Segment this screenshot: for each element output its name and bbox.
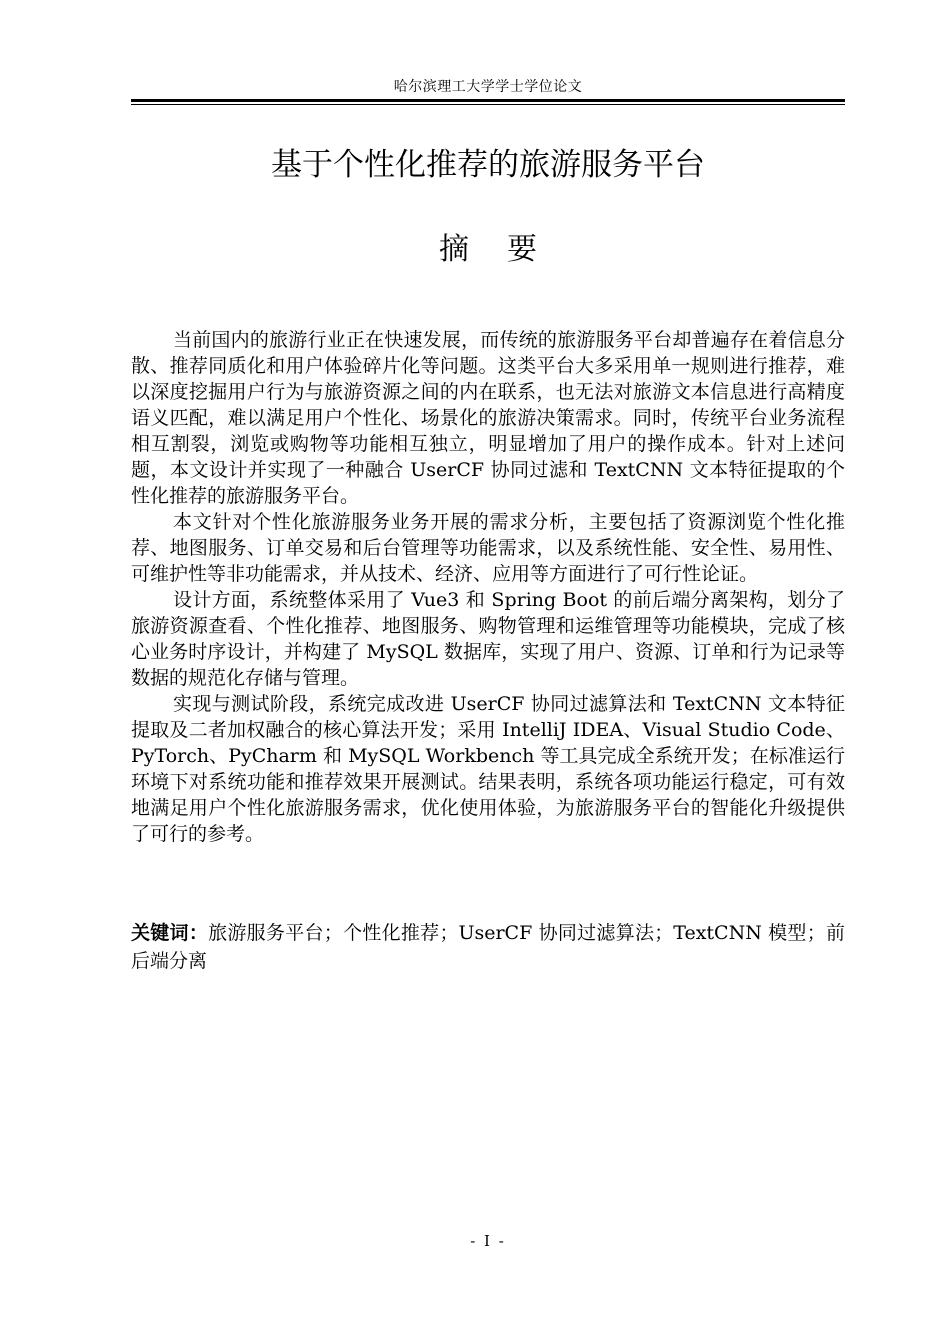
page-number: - I -: [470, 1232, 506, 1250]
abstract-paragraph-1: 当前国内的旅游行业正在快速发展，而传统的旅游服务平台却普遍存在着信息分散、推荐同质化和用户体验碎片化等问题。这类平台大多采用单一规则进行推荐，难以深度挖掘用户行为与旅游资源之间的内在联系，也无法对旅游文本信息进行高精度语义匹配，难以满足用户个性化、场景化的旅游决策需求。同时，传统平台业务流程相互割裂，浏览或购物等功能相互独立，明显增加了用户的操作成本。针对上述问题，本文设计并实现了一种融合 UserCF 协同过滤和 TextCNN 文本特征提取的个性化推荐的旅游服务平台。: [131, 329, 845, 507]
header-rule-thin: [131, 104, 845, 105]
keywords-label: 关键词：: [131, 922, 209, 944]
header-rule-thick: [131, 99, 845, 102]
keywords-text: 旅游服务平台；个性化推荐；UserCF 协同过滤算法；TextCNN 模型；前后端分离: [131, 922, 845, 972]
abstract-body: [131, 327, 845, 847]
keywords-line: [131, 919, 845, 975]
thesis-title: 基于个性化推荐的旅游服务平台: [271, 147, 705, 183]
abstract-paragraph-4: 实现与测试阶段，系统完成改进 UserCF 协同过滤算法和 TextCNN 文本特征提取及二者加权融合的核心算法开发；采用 IntelliJ IDEA、Visual Studio Code、PyTorch、PyCharm 和 MySQL Workbench 等工具完成全系统开发；在标准运行环境下对系统功能和推荐效果开展测试。结果表明，系统各项功能运行稳定，可有效地满足用户个性化旅游服务需求，优化使用体验，为旅游服务平台的智能化升级提供了可行的参考。: [131, 693, 845, 845]
abstract-paragraph-2: 本文针对个性化旅游服务业务开展的需求分析，主要包括了资源浏览个性化推荐、地图服务、订单交易和后台管理等功能需求，以及系统性能、安全性、易用性、可维护性等非功能需求，并从技术、经济、应用等方面进行了可行性论证。: [131, 511, 845, 585]
abstract-heading: 摘要: [439, 232, 575, 267]
running-header: 哈尔滨理工大学学士学位论文: [393, 79, 583, 95]
abstract-paragraph-3: 设计方面，系统整体采用了 Vue3 和 Spring Boot 的前后端分离架构，划分了旅游资源查看、个性化推荐、地图服务、购物管理和运维管理等功能模块，完成了核心业务时序设计，并构建了 MySQL 数据库，实现了用户、资源、订单和行为记录等数据的规范化存储与管理。: [131, 589, 845, 689]
